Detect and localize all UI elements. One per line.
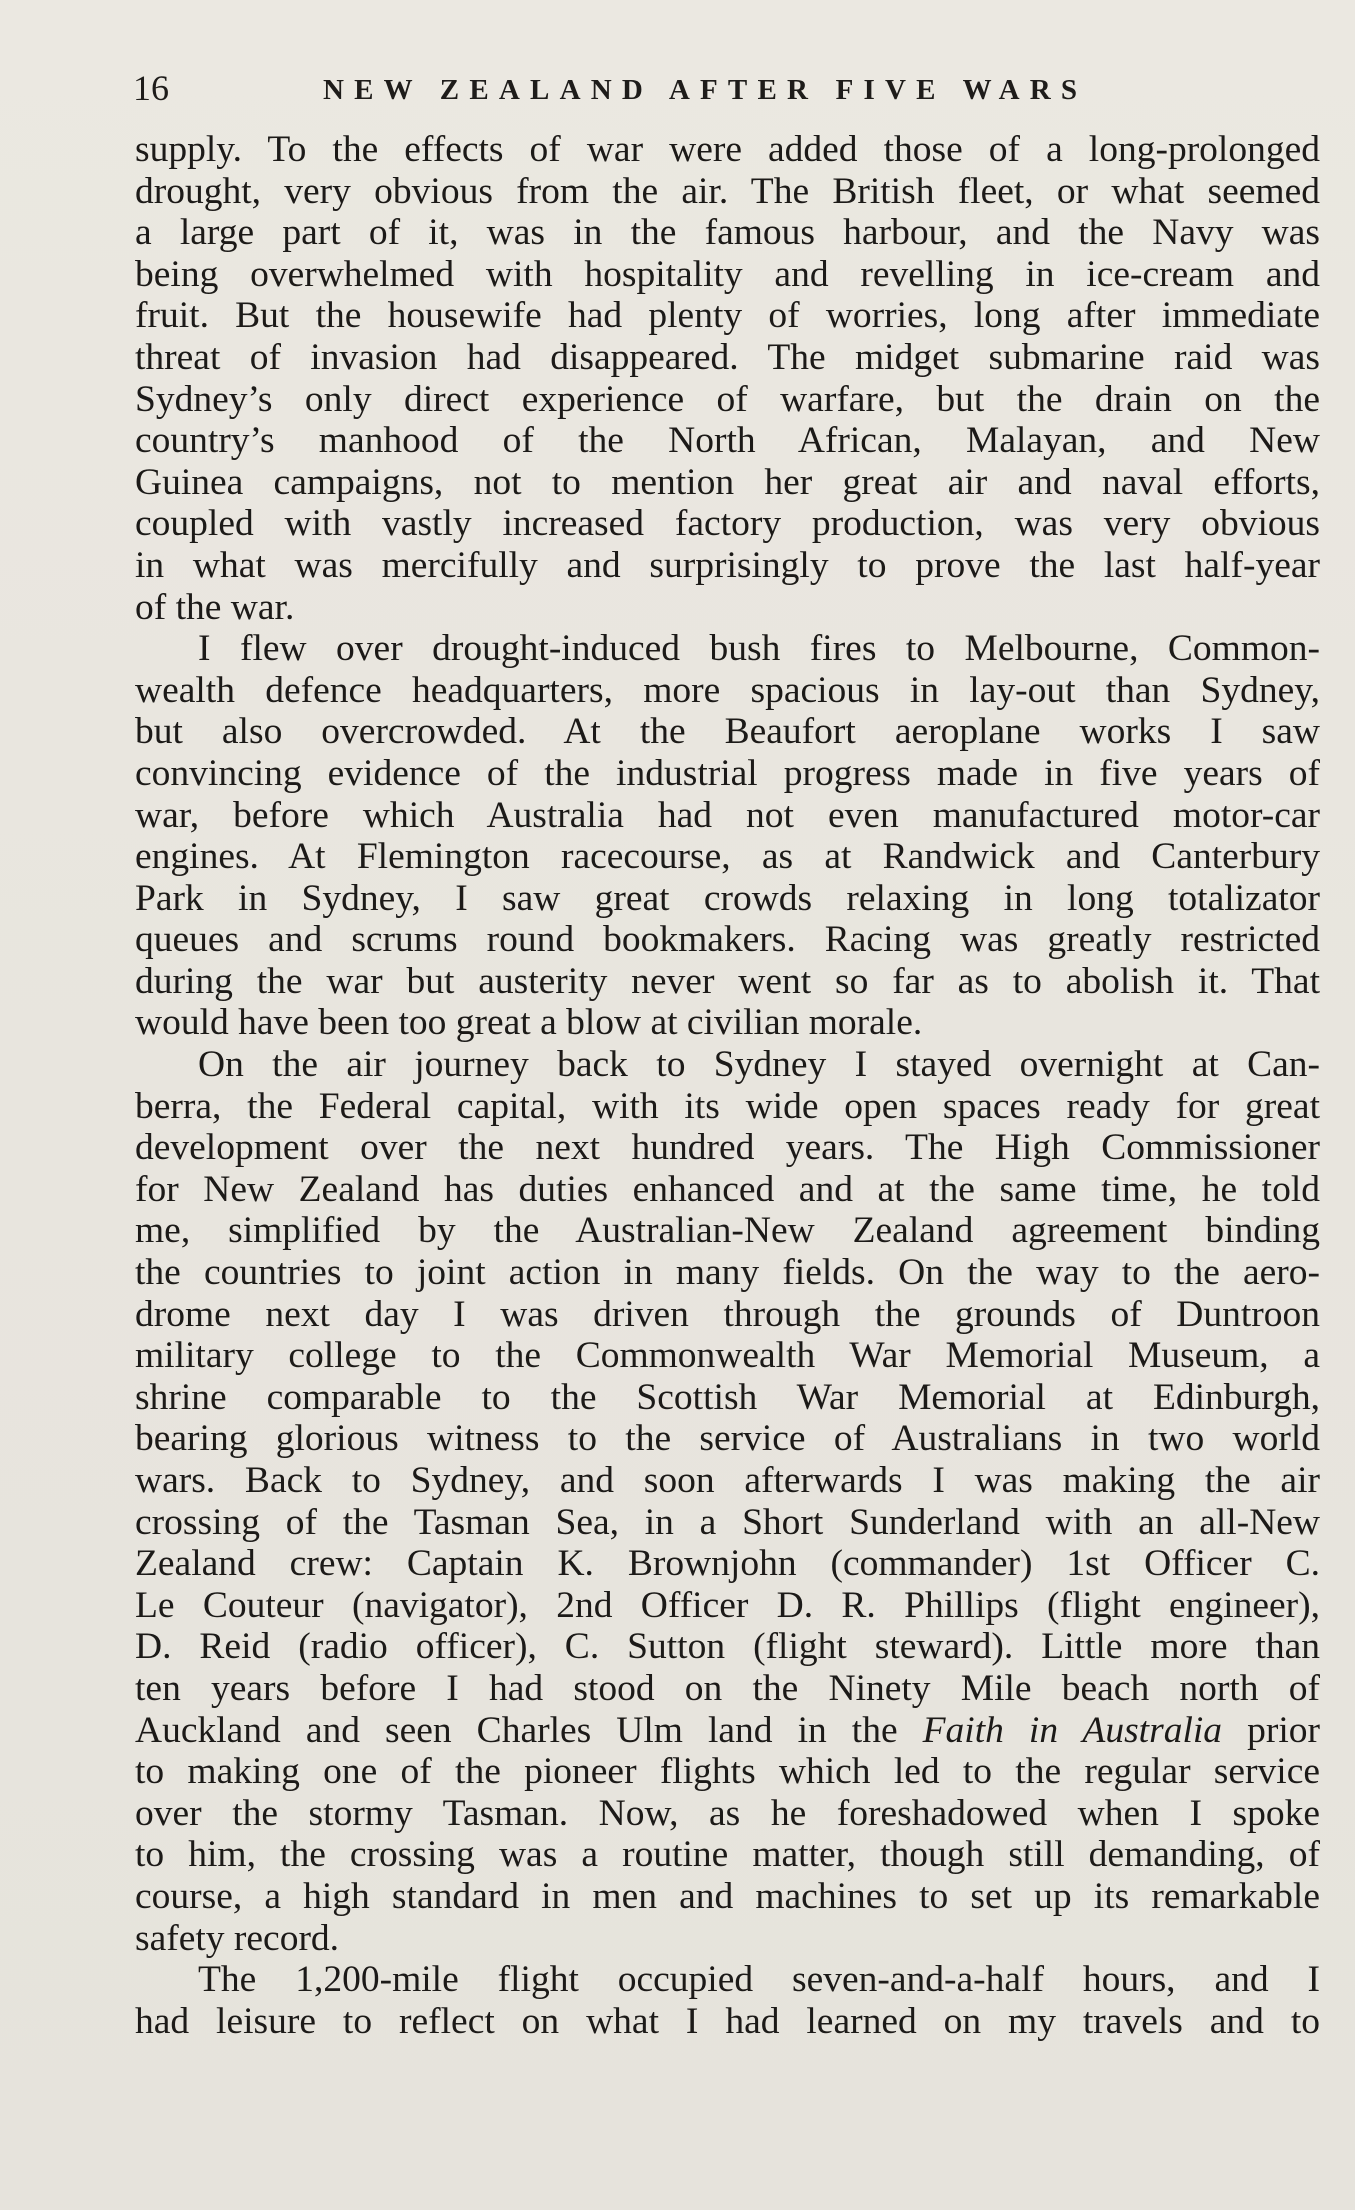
text-line: to making one of the pioneer flights which led to the regular service xyxy=(135,1751,1320,1793)
paragraph-4 xyxy=(135,1959,1320,2042)
text-segment: Auckland and seen Charles Ulm land in the xyxy=(135,1709,923,1751)
text-line: would have been too great a blow at civilian morale. xyxy=(135,1002,923,1044)
text-line: Park in Sydney, I saw great crowds relaxing in long totalizator xyxy=(135,877,1320,919)
paragraph-2 xyxy=(135,628,1320,1044)
text-line: course, a high standard in men and machines to set up its remarkable xyxy=(135,1875,1320,1917)
text-line: crossing of the Tasman Sea, in a Short Sunderland with an all-New xyxy=(135,1501,1320,1543)
text-line: a large part of it, was in the famous harbour, and the Navy was xyxy=(135,212,1320,254)
text-line: Zealand crew: Captain K. Brownjohn (commander) 1st Officer C. xyxy=(135,1543,1320,1585)
text-line: berra, the Federal capital, with its wide open spaces ready for great xyxy=(135,1085,1320,1127)
text-line: shrine comparable to the Scottish War Memorial at Edinburgh, xyxy=(135,1376,1320,1418)
text-line: me, simplified by the Australian-New Zealand agreement binding xyxy=(135,1210,1320,1252)
text-line: in what was mercifully and surprisingly to prove the last half-year xyxy=(135,544,1320,586)
text-line: Guinea campaigns, not to mention her great air and naval efforts, xyxy=(135,461,1320,503)
text-line: ten years before I had stood on the Ninety Mile beach north of xyxy=(135,1667,1320,1709)
text-line: I flew over drought-induced bush fires to Melbourne, Common- xyxy=(198,628,1320,670)
text-line: convincing evidence of the industrial progress made in five years of xyxy=(135,752,1320,794)
text-line: military college to the Commonwealth War Memorial Museum, a xyxy=(135,1335,1320,1377)
text-line: wars. Back to Sydney, and soon afterwards I was making the air xyxy=(135,1460,1320,1501)
text-line: being overwhelmed with hospitality and revelling in ice-cream and xyxy=(135,253,1320,295)
aircraft-name: Faith in Australia xyxy=(922,1709,1223,1751)
text-line: Le Couteur (navigator), 2nd Officer D. R. Phillips (flight engineer), xyxy=(135,1584,1320,1626)
paragraph-3 xyxy=(135,1044,1320,1959)
text-line: wealth defence headquarters, more spacious in lay-out than Sydney, xyxy=(135,669,1320,711)
text-line: during the war but austerity never went so far as to abolish it. That xyxy=(135,960,1320,1002)
text-line: threat of invasion had disappeared. The midget submarine raid was xyxy=(135,336,1320,378)
text-line: over the stormy Tasman. Now, as he foreshadowed when I spoke xyxy=(135,1792,1320,1834)
text-line-with-italic xyxy=(135,1710,1320,1752)
text-line: drought, very obvious from the air. The British fleet, or what seemed xyxy=(135,170,1320,212)
page-number: 16 xyxy=(133,68,169,108)
paragraph-1 xyxy=(135,129,1320,628)
text-line: Sydney’s only direct experience of warfare, but the drain on the xyxy=(135,378,1320,420)
text-line: The 1,200-mile flight occupied seven-and-a-half hours, and I xyxy=(198,1959,1320,2001)
text-line: drome next day I was driven through the grounds of Duntroon xyxy=(135,1293,1320,1335)
text-line: engines. At Flemington racecourse, as at Randwick and Canterbury xyxy=(135,836,1320,878)
text-line: country’s manhood of the North African, Malayan, and New xyxy=(135,420,1320,462)
text-line: war, before which Australia had not even manufactured motor-car xyxy=(135,794,1320,836)
running-head xyxy=(133,66,1323,116)
text-line: had leisure to reflect on what I had learned on my travels and to xyxy=(135,2000,1320,2042)
text-line: of the war. xyxy=(135,586,295,628)
text-line: On the air journey back to Sydney I stayed overnight at Can- xyxy=(198,1044,1320,1086)
text-line: coupled with vastly increased factory production, was very obvious xyxy=(135,503,1320,545)
text-line: D. Reid (radio officer), C. Sutton (flight steward). Little more than xyxy=(135,1626,1320,1668)
text-line: supply. To the effects of war were added those of a long-prolonged xyxy=(135,129,1320,170)
text-line: queues and scrums round bookmakers. Racing was greatly restricted xyxy=(135,919,1320,961)
body-text xyxy=(135,129,1320,2042)
text-line: but also overcrowded. At the Beaufort aeroplane works I saw xyxy=(135,711,1320,753)
text-line: fruit. But the housewife had plenty of worries, long after immediate xyxy=(135,295,1320,337)
text-line: bearing glorious witness to the service of Australians in two world xyxy=(135,1418,1320,1460)
book-title: NEW ZEALAND AFTER FIVE WARS xyxy=(323,74,1088,106)
text-line: safety record. xyxy=(135,1917,340,1959)
text-line: the countries to joint action in many fields. On the way to the aero- xyxy=(135,1252,1320,1294)
text-line: for New Zealand has duties enhanced and at the same time, he told xyxy=(135,1168,1320,1210)
text-segment: prior xyxy=(1247,1709,1320,1751)
text-line: development over the next hundred years. The High Commissioner xyxy=(135,1127,1320,1169)
text-line: to him, the crossing was a routine matter, though still demanding, of xyxy=(135,1834,1320,1876)
